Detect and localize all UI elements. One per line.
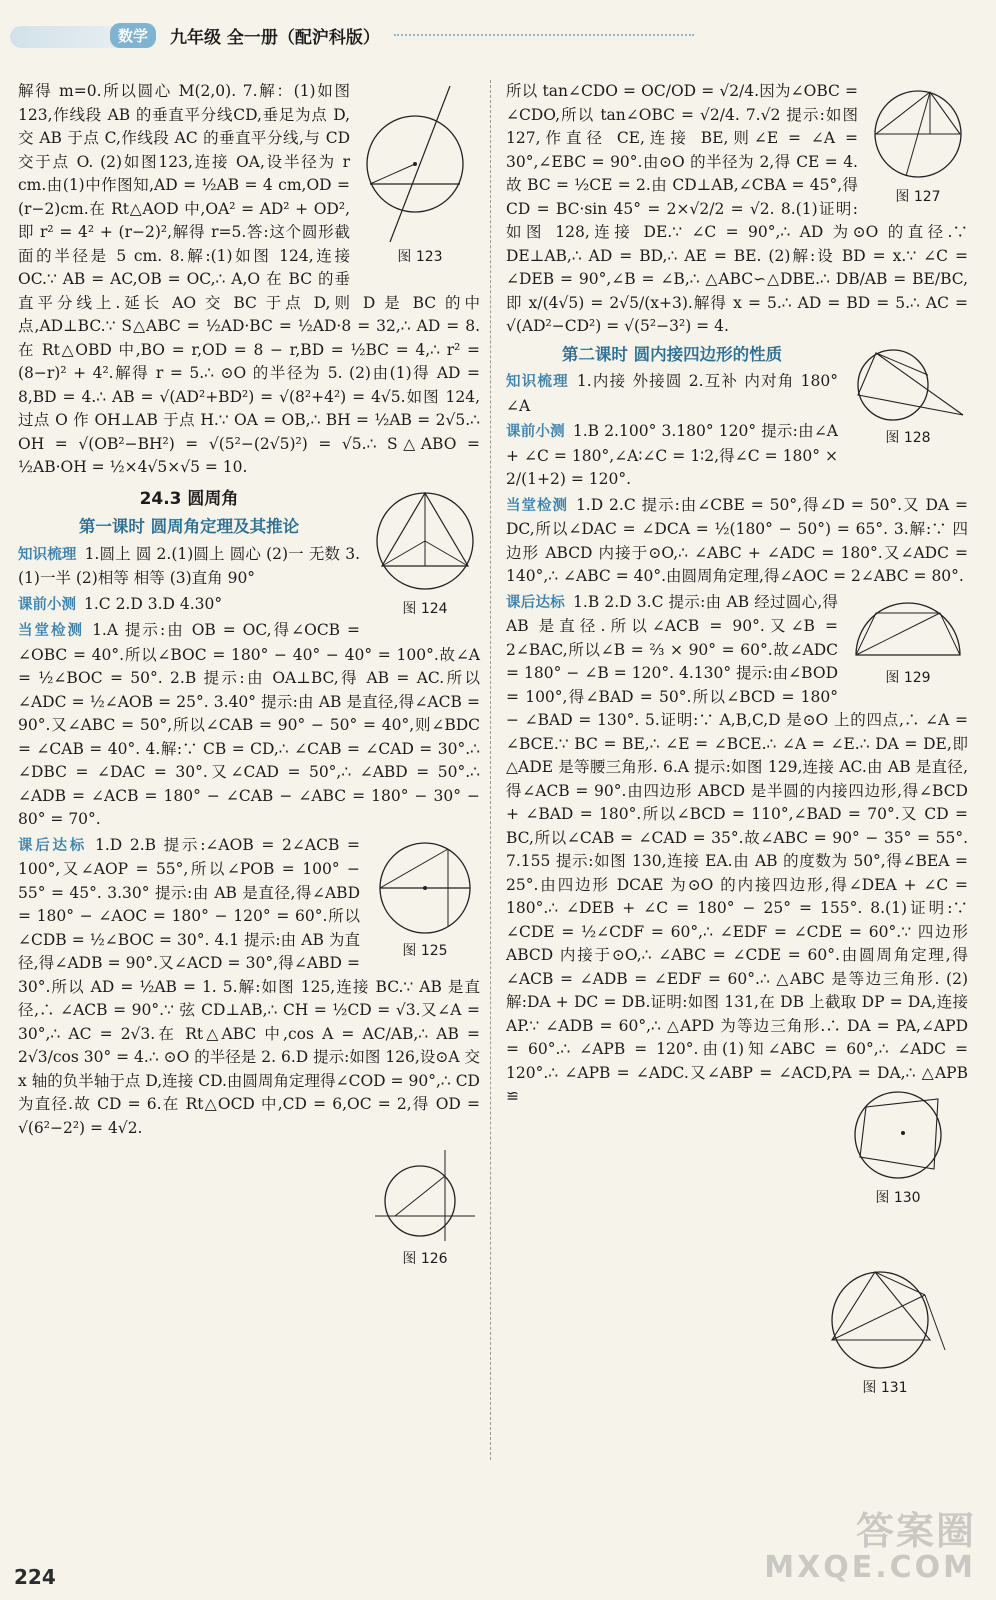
figure-131-caption: 图 131 bbox=[862, 1380, 908, 1396]
figure-127-caption: 图 127 bbox=[895, 189, 941, 205]
figure-127 bbox=[868, 84, 968, 210]
figure-124-caption: 图 124 bbox=[402, 600, 448, 617]
figure-125-drawing bbox=[370, 838, 480, 938]
figure-123 bbox=[360, 84, 480, 270]
figure-129 bbox=[848, 595, 968, 691]
figure-130 bbox=[848, 1085, 948, 1207]
figure-123-drawing bbox=[360, 84, 480, 244]
figure-130-caption: 图 130 bbox=[875, 1190, 921, 1206]
figure-124 bbox=[370, 486, 480, 622]
figure-129-caption: 图 129 bbox=[885, 669, 931, 686]
preclass-tag: 课前小测 bbox=[18, 596, 76, 613]
header-dotted-line bbox=[394, 34, 694, 36]
figure-125 bbox=[370, 838, 480, 964]
left-column bbox=[18, 80, 480, 1276]
knowledge-tag-2: 知识梳理 bbox=[506, 374, 569, 390]
page-number: 224 bbox=[14, 1565, 56, 1589]
figure-128-caption: 图 128 bbox=[885, 429, 931, 446]
watermark-logo: 答案圈 bbox=[855, 1509, 976, 1553]
knowledge-text: 1.圆上 圆 2.(1)圆上 圆心 (2)一 无数 3.(1)一半 (2)相等 相等 (3)直角 90° bbox=[18, 544, 361, 587]
subject-badge: 数学 bbox=[110, 23, 156, 48]
inclass-tag: 当堂检测 bbox=[18, 623, 85, 639]
right-inclass-block bbox=[506, 494, 968, 589]
knowledge-tag: 知识梳理 bbox=[18, 546, 77, 563]
inclass-text: 1.A 提示:由 OB = OC,得∠OCB = ∠OBC = 40°.所以∠BOC = 180° − 40° − 40° = 100°.故∠A = ½∠BOC = 50°. 2.B 提示:由 OA⊥BC,得 AB = AC.所以∠ADC = ½∠AOB = 25°. 3.40° 提示:由 AB 是直径,得∠ACB = 90°.又∠ABC = 50°,所以∠CAB = 90° − 50° = 40°,则∠BDC = ∠CAB = 40°. 4.解:∵ CB = CD,∴ ∠CAB = ∠CAD = 30°.∴ ∠DBC = ∠DAC = 30°.又∠CAD = 50°,∴ ∠ABD = 50°.∴ ∠ADB = ∠ACB = 180° − ∠CAB − ∠ABC = 180° − 30° − 80° = 70°. bbox=[18, 621, 480, 828]
figure-128 bbox=[848, 345, 968, 451]
figure-126-caption: 图 126 bbox=[402, 1251, 448, 1267]
afterclass-tag: 课后达标 bbox=[18, 837, 87, 854]
figure-126 bbox=[370, 1146, 480, 1272]
figure-128-drawing bbox=[848, 345, 968, 425]
preclass-tag-2: 课前小测 bbox=[506, 424, 565, 440]
preclass-text: 1.C 2.D 3.D 4.30° bbox=[84, 594, 223, 613]
figure-129-drawing bbox=[848, 595, 968, 665]
inclass-tag-2: 当堂检测 bbox=[506, 497, 568, 514]
figure-131 bbox=[820, 1265, 950, 1397]
column-divider bbox=[490, 80, 491, 1460]
afterclass-text: 1.D 2.B 提示:∠AOB = 2∠ACB = 100°,又∠AOP = 55°,所以∠POB = 100° − 55° = 45°. 3.30° 提示:由 AB 是直径,得∠ABD = 180° − ∠AOC = 180° − 120° = 60°.所以∠CDB = ½∠BOC = 30°. 4.1 提示:由 AB 为直径,得∠ADB = 90°.又∠ACD = 30°,得∠ABD = 30°.所以 AD = ½AB = 1. 5.解:如图 125,连接 BC.∵ AB 是直径,∴ ∠ACB = 90°.∵ 弦 CD⊥AB,∴ CH = ½CD = √3.又∠A = 30°,∴ AC = 2√3.在 Rt△ABC 中,cos A = AC/AB,∴ AB = 2√3/cos 30° = 4.∴ ⊙O 的半径是 2. 6.D 提示:如图 126,设⊙A 交 x 轴的负半轴于点 D,连接 CD.由圆周角定理得∠COD = 90°,∴ CD 为直径.故 CD = 6.在 Rt△OCD 中,CD = 6,OC = 2,得 OD = √(6²−2²) = 4√2. bbox=[18, 835, 480, 1137]
figure-126-drawing bbox=[370, 1146, 480, 1246]
figure-130-drawing bbox=[848, 1085, 948, 1185]
section-title: 24.3 圆周角 bbox=[139, 488, 239, 509]
afterclass-text-2: 1.B 2.D 3.C 提示:由 AB 经过圆心,得 AB 是直径.所以∠ACB = 90°.又∠B = 2∠BAC,所以∠B = ⅔ × 90° = 60°.故∠ADC = 180° − ∠B = 120°. 4.130° 提示:由∠BOD = 100°,得∠BAD = 50°.所以∠BCD = 180° − ∠BAD = 130°. 5.证明:∵ A,B,C,D 是⊙O 上的四点,∴ ∠A = ∠BCE.∵ BC = BE,∴ ∠E = ∠BCE.∴ ∠A = ∠E.∴ DA = DE,即△ADE 是等腰三角形. 6.A 提示:如图 129,连接 AC.由 AB 是直径,得∠ACB = 90°.由四边形 ABCD 是半圆的内接四边形,得∠BCD + ∠BAD = 180°.所以∠BCD = 110°,∠BAD = 70°.又 CD = BC,所以∠CAB = ∠CAD = 35°.故∠ABC = 90° − 35° = 55°. 7.155 提示:如图 130,连接 EA.由 AB 的度数为 50°,得∠BEA = 25°.由四边形 DCAE 为⊙O 的内接四边形,得∠DEA + ∠C = 180°.∴ ∠DEB + ∠C = 180° − 25° = 155°. 8.(1)证明:∵ ∠CDE = ½∠CDF = 60°,∴ ∠EDF = ∠CDE = 60°.∵ 四边形 ABCD 内接于⊙O,∴ ∠ABC = ∠CDE = 60°.由圆周角定理,得∠ACB = ∠ADB = ∠EDF = 60°.∴ △ABC 是等边三角形. (2)解:DA + DC = DB.证明:如图 131,在 DB 上截取 DP = DA,连接 AP.∵ ∠ADB = 60°,∴ △APD 为等边三角形.∴ DA = PA,∠APD = 60°.∴ ∠APB = 120°.由(1)知∠ABC = 60°,∴ ∠ADC = 120°.∴ ∠APB = ∠ADC.又∠ABP = ∠ACD,PA = DA,∴ △APB ≌ bbox=[506, 592, 968, 1105]
inclass-text-2: 1.D 2.C 提示:由∠CBE = 50°,得∠D = 50°.又 DA = DC,所以∠DAC = ∠DCA = ½(180° − 50°) = 65°. 3.解:∵ 四边形 ABCD 内接于⊙O,∴ ∠ABC + ∠ADC = 180°.又∠ADC = 140°,∴ ∠ABC = 40°.由圆周角定理,得∠AOC = 2∠ABC = 80°. bbox=[506, 495, 969, 585]
knowledge-text-2: 1.内接 外接圆 2.互补 内对角 180° ∠A bbox=[506, 372, 838, 415]
left-paragraph-1: 解得 m=0.所以圆心 M(2,0). 7.解：(1)如图123,作线段 AB 的垂直平分线CD,垂足为点 D,交 AB 于点 C,作线段 AC 的垂直平分线,与 CD 交于点 O. (2)如图123,连接 OA,设半径为 r cm.由(1)中作图知,AD = ½AB = 4 cm,OD = (r−2)cm.在 Rt△AOD 中,OA² = AD² + OD²,即 r² = 4² + (r−2)²,解得 r=5.答:这个圆形截面的半径是 5 cm. 8.解:(1)如图 124,连接 OC.∵ AB = AC,OB = OC,∴ A,O 在 BC 的垂直平分线上.延长 AO 交 BC 于点 D,则 D 是 BC 的中点,AD⊥BC.∵ S△ABC = ½AD·BC = ½AD·8 = 32,∴ AD = 8.在 Rt△OBD 中,BO = r,OD = 8 − r,BD = ½BC = 4,∴ r² = (8−r)² + 4².解得 r = 5.∴ ⊙O 的半径为 5. (2)由(1)得 AD = 8,BD = 4.∴ AB = √(AD²+BD²) = √(8²+4²) = 4√5.如图 124,过点 O 作 OH⊥AB 于点 H.∵ OA = OB,∴ BH = ½AB = 2√5.∴ OH = √(OB²−BH²) = √(5²−(2√5)²) = √5.∴ S△ABO = ½AB·OH = ½×4√5×√5 = 10. bbox=[18, 82, 480, 476]
right-column bbox=[506, 80, 968, 1111]
lesson-2-title: 第二课时 圆内接四边形的性质 bbox=[561, 344, 783, 364]
right-paragraph-1: 所以 tan∠CDO = OC/OD = √2/4.因为∠OBC = ∠CDO,所以 tan∠OBC = √2/4. 7.√2 提示:如图 127,作直径 CE,连接 BE,则∠E = ∠A = 30°,∠EBC = 90°.由⊙O 的半径为 2,得 CE = 4.故 BC = ½CE = 2.由 CD⊥AB,∠CBA = 45°,得 CD = BC·sin 45° = 2×√2/2 = √2. 8.(1)证明:如图 128,连接 DE.∵ ∠C = 90°,∴ AD 为⊙O 的直径.∵ DE⊥AB,∴ AD = BD,∴ AE = BE. (2)解:设 BD = x.∵ ∠C = ∠DEB = 90°,∠B = ∠B,∴ △ABC∽△DBE.∴ DB/AB = BE/BC,即 x/(4√5) = 2√5/(x+3).解得 x = 5.∴ AD = BD = 5.∴ AC = √(AD²−CD²) = √(5²−3²) = 4. bbox=[506, 82, 968, 335]
preclass-text-2: 1.B 2.100° 3.180° 120° 提示:由∠A + ∠C = 180°,∠A∶∠C = 1∶2,得∠C = 180° × 2/(1+2) = 120°. bbox=[506, 422, 838, 488]
figure-131-drawing bbox=[820, 1265, 950, 1375]
figure-127-drawing bbox=[868, 84, 968, 184]
lesson-1-title: 第一课时 圆周角定理及其推论 bbox=[78, 517, 300, 536]
figure-123-caption: 图 123 bbox=[397, 249, 443, 265]
afterclass-tag-2: 课后达标 bbox=[506, 594, 566, 611]
figure-124-drawing bbox=[370, 486, 480, 596]
grade-title: 九年级 全一册（配沪科版） bbox=[170, 27, 380, 48]
watermark-url: MXQE.COM bbox=[764, 1550, 976, 1585]
left-inclass-block bbox=[18, 619, 480, 832]
figure-125-caption: 图 125 bbox=[402, 942, 448, 959]
page-header bbox=[0, 0, 996, 70]
